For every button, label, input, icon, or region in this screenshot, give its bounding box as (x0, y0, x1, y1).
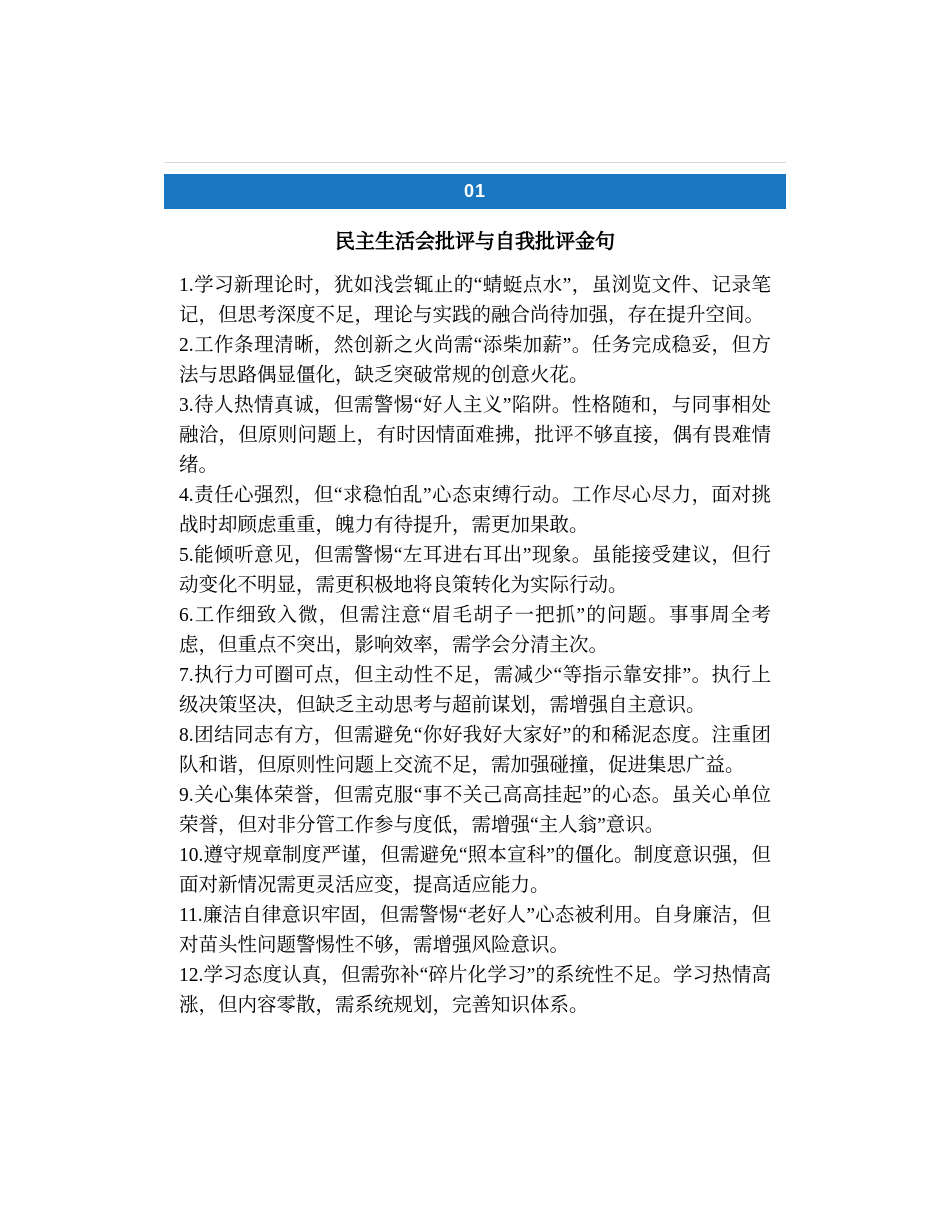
page-title: 民主生活会批评与自我批评金句 (335, 231, 615, 253)
paragraph: 1.学习新理论时，犹如浅尝辄止的“蜻蜓点水”，虽浏览文件、记录笔记，但思考深度不足，理论与实践的融合尚待加强，存在提升空间。 (179, 275, 771, 326)
section-badge (164, 174, 786, 209)
paragraph: 10.遵守规章制度严谨，但需避免“照本宣科”的僵化。制度意识强，但面对新情况需更灵活应变，提高适应能力。 (179, 845, 771, 896)
paragraph: 9.关心集体荣誉，但需克服“事不关己高高挂起”的心态。虽关心单位荣誉，但对非分管工作参与度低，需增强“主人翁”意识。 (179, 785, 771, 836)
paragraph: 3.待人热情真诚，但需警惕“好人主义”陷阱。性格随和，与同事相处融洽，但原则问题上，有时因情面难拂，批评不够直接，偶有畏难情绪。 (179, 395, 771, 476)
paragraph: 12.学习态度认真，但需弥补“碎片化学习”的系统性不足。学习热情高涨，但内容零散，需系统规划，完善知识体系。 (179, 965, 771, 1016)
document-body (164, 267, 786, 1021)
paragraph: 5.能倾听意见，但需警惕“左耳进右耳出”现象。虽能接受建议，但行动变化不明显，需更积极地将良策转化为实际行动。 (179, 545, 771, 596)
section-number: 01 (463, 181, 487, 201)
top-divider (164, 162, 786, 163)
paragraph: 6.工作细致入微，但需注意“眉毛胡子一把抓”的问题。事事周全考虑，但重点不突出，影响效率，需学会分清主次。 (179, 605, 771, 656)
paragraph: 11.廉洁自律意识牢固，但需警惕“老好人”心态被利用。自身廉洁，但对苗头性问题警惕性不够，需增强风险意识。 (179, 905, 771, 956)
paragraph: 4.责任心强烈，但“求稳怕乱”心态束缚行动。工作尽心尽力，面对挑战时却顾虑重重，魄力有待提升，需更加果敢。 (179, 485, 771, 536)
document-page (164, 0, 786, 1021)
paragraph: 2.工作条理清晰，然创新之火尚需“添柴加薪”。任务完成稳妥，但方法与思路偶显僵化，缺乏突破常规的创意火花。 (179, 335, 771, 386)
paragraph: 8.团结同志有方，但需避免“你好我好大家好”的和稀泥态度。注重团队和谐，但原则性问题上交流不足，需加强碰撞，促进集思广益。 (179, 725, 771, 776)
paragraph: 7.执行力可圈可点，但主动性不足，需减少“等指示靠安排”。执行上级决策坚决，但缺乏主动思考与超前谋划，需增强自主意识。 (179, 665, 771, 716)
